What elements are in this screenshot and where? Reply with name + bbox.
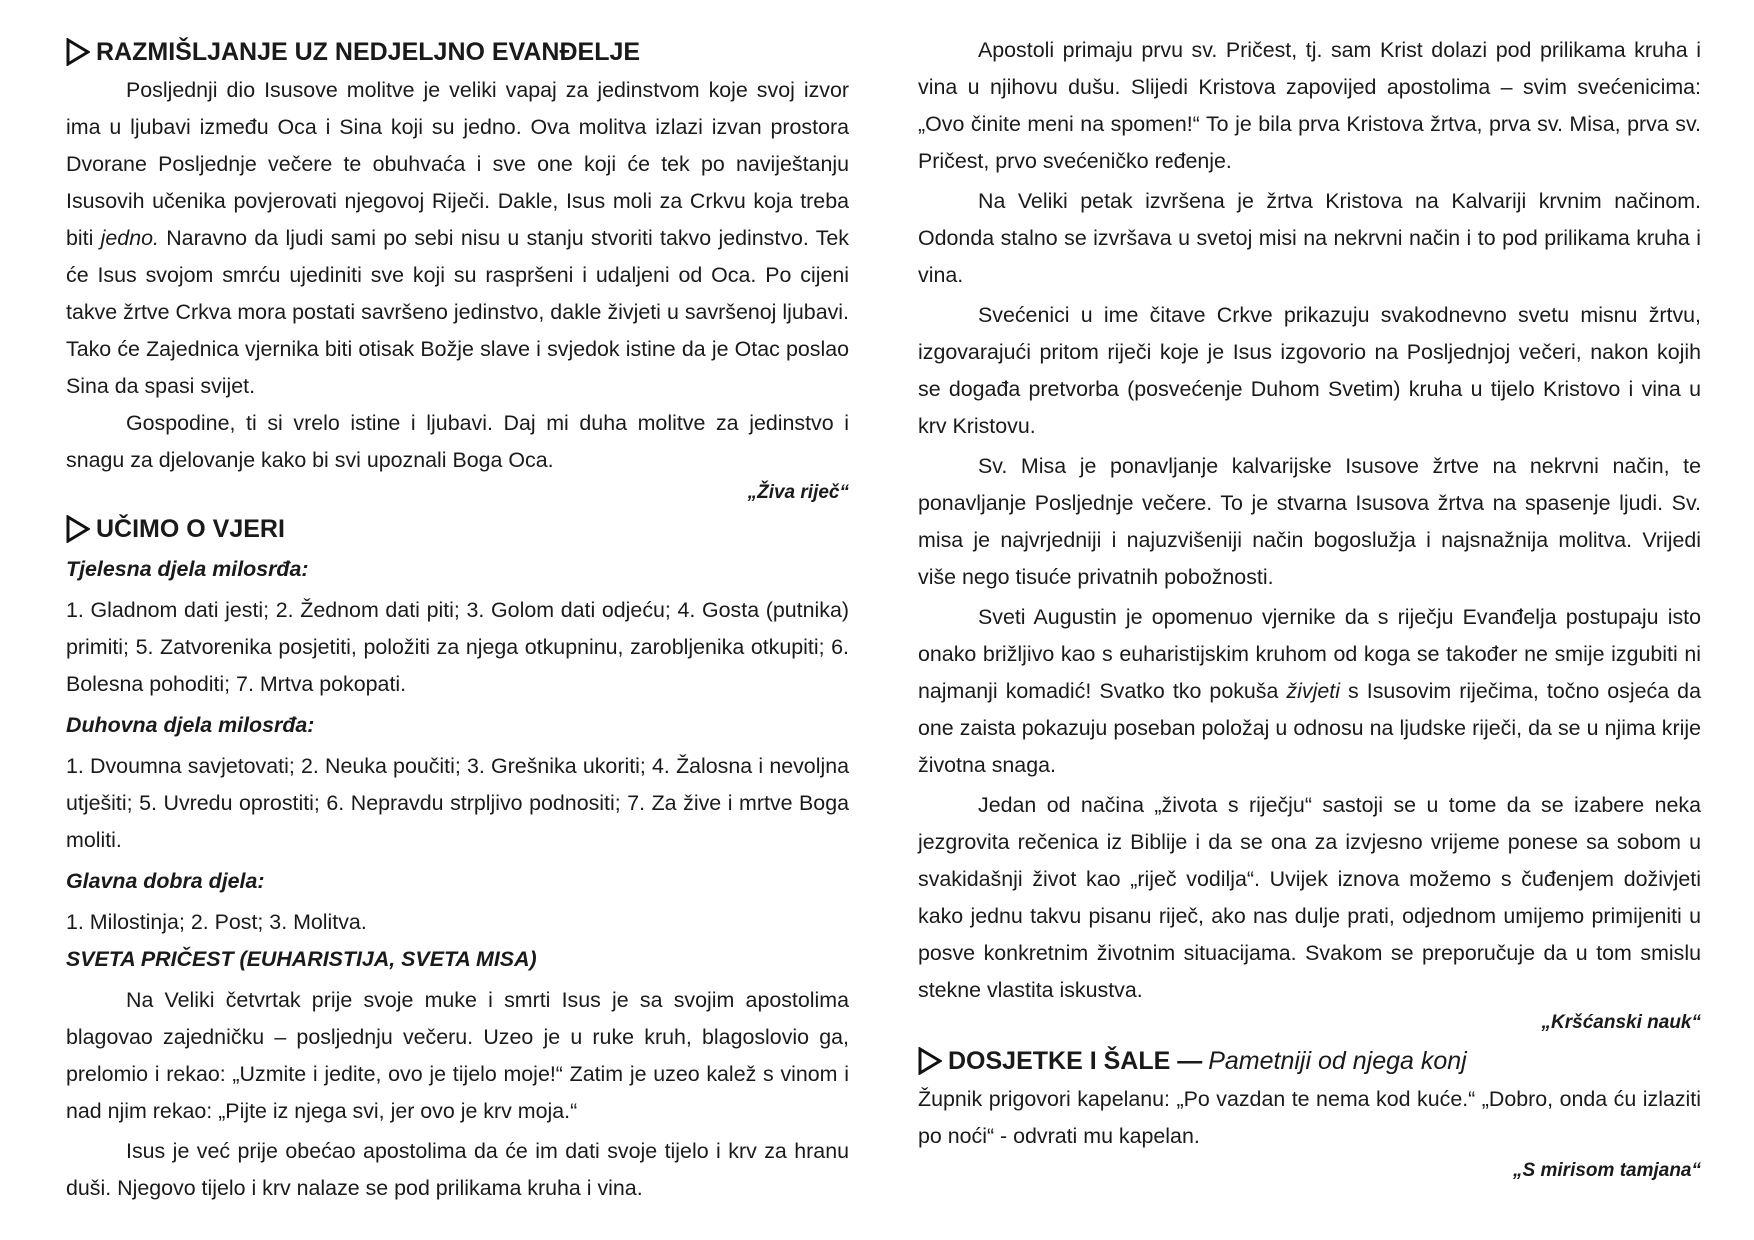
right-column [918,32,1701,1185]
section-title: UČIMO O VJERI [96,515,285,543]
text-run: s Isusovim riječima, točno osjeća da one zaista pokazuju poseban položaj u odnosu na ljudske riječi, da se u njima krije životna snaga. [918,679,1701,777]
section-title: DOSJETKE I ŠALE — [948,1047,1203,1075]
subheading-good-works: Glavna dobra djela: [66,869,265,893]
subheading-eucharist: SVETA PRIČEST (EUHARISTIJA, SVETA MISA) [66,947,537,971]
play-triangle-icon [66,515,90,543]
emphasis: živjeti [1286,679,1340,703]
reflection-paragraph-1 [66,72,849,405]
source-citation: „Živa riječ“ [747,482,849,503]
play-triangle-icon [918,1047,942,1075]
text-run: Naravno da ljudi sami po sebi nisu u stanju stvoriti takvo jedinstvo. Tek će Isus svojom smrću ujediniti sve koji su raspršeni i udaljeni od Oca. Po cijeni takve žrtve Crkva mora postati savršeno jedinstvo, dakle živjeti u savršenoj ljubavi. Tako će Zajednica vjernika biti otisak Božje slave i svjedok istine da je Otac poslao Sina da spasi svijet. [66,226,849,398]
list-good-works: 1. Milostinja; 2. Post; 3. Molitva. [66,910,367,934]
section-heading-jokes [918,1041,1701,1081]
eucharist-paragraph-8: Jedan od načina „života s riječju“ sastoji se u tome da se izabere neka jezgrovita rečenica iz Biblije i da se ona za izvjesno vrijeme ponese sa sobom u svakidašnji život kao „riječ vodilja“. Uvijek iznova možemo s čuđenjem doživjeti kako jednu takvu pisanu riječ, ako nas dulje prati, odjednom umijemo primijeniti u posve konkretnim životnim situacijama. Svakom se preporučuje da u tom smislu stekne vlastita iskustva. [918,793,1701,1002]
section-heading-faith [66,509,849,549]
play-triangle-icon [66,38,90,66]
section-heading-reflection [66,32,849,72]
text-run: Posljednji dio Isusove molitve je veliki vapaj za jedinstvom koje svoj izvor ima u ljubavi između Oca i Sina koji su jedno. Ova molitva izlazi izvan prostora Dvorane Posljednje večere te obuhvaća i sve one koji će tek po naviještanju Isusovih učenika povjerovati njegovoj Riječi. Dakle, Isus moli za Crkvu koja treba biti [66,78,849,250]
eucharist-paragraph-3: Apostoli primaju prvu sv. Pričest, tj. sam Krist dolazi pod prilikama kruha i vina u njihovu dušu. Slijedi Kristova zapovijed apostolima – svim svećenicima: „Ovo činite meni na spomen!“ To je bila prva Kristova žrtva, prva sv. Misa, prva sv. Pričest, prvo svećeničko ređenje. [918,38,1701,173]
list-spiritual-works: 1. Dvoumna savjetovati; 2. Neuka poučiti; 3. Grešnika ukoriti; 4. Žalosna i nevoljna utješiti; 5. Uvredu oprostiti; 6. Nepravdu strpljivo podnositi; 7. Za žive i mrtve Boga moliti. [66,754,849,852]
reflection-paragraph-2: Gospodine, ti si vrelo istine i ljubavi. Daj mi duha molitve za jedinstvo i snagu za djelovanje kako bi svi upoznali Boga Oca. [66,411,849,472]
subheading-spiritual-works: Duhovna djela milosrđa: [66,713,315,737]
eucharist-paragraph-2: Isus je već prije obećao apostolima da će im dati svoje tijelo i krv za hranu duši. Njegovo tijelo i krv nalaze se pod prilikama kruha i vina. [66,1139,849,1200]
eucharist-paragraph-1: Na Veliki četvrtak prije svoje muke i smrti Isus je sa svojim apostolima blagovao zajedničku – posljednju večeru. Uzeo je u ruke kruh, blagoslovio ga, prelomio i rekao: „Uzmite i jedite, ovo je tijelo moje!“ Zatim je uzeo kalež s vinom i nad njim rekao: „Pijte iz njega svi, jer ovo je krv moja.“ [66,988,849,1123]
list-corporal-works: 1. Gladnom dati jesti; 2. Žednom dati piti; 3. Golom dati odjeću; 4. Gosta (putnika) primiti; 5. Zatvorenika posjetiti, položiti za njega otkupninu, zarobljenika otkupiti; 6. Bolesna pohoditi; 7. Mrtva pokopati. [66,598,849,696]
text-run: Sveti Augustin je opomenuo vjernike da s riječju Evanđelja postupaju isto onako brižljivo kao s euharistijskim kruhom od koga se također ne smije izgubiti ni najmanji komadić! Svatko tko pokuša [918,605,1701,703]
section-title: RAZMIŠLJANJE UZ NEDJELJNO EVANĐELJE [96,38,641,66]
left-column [66,32,849,1207]
section-subtitle: Pametniji od njega konj [1208,1047,1467,1075]
emphasis: jedno. [100,226,159,250]
eucharist-paragraph-4: Na Veliki petak izvršena je žrtva Kristova na Kalvariji krvnim načinom. Odonda stalno se izvršava u svetoj misi na nekrvni način i to pod prilikama kruha i vina. [918,189,1701,287]
eucharist-paragraph-7 [918,599,1701,784]
eucharist-paragraph-6: Sv. Misa je ponavljanje kalvarijske Isusove žrtve na nekrvni način, te ponavljanje Posljednje večere. To je stvarna Isusova žrtva na spasenje ljudi. Sv. misa je najvrjedniji i najuzvišeniji način bogoslužja i najsnažnija molitva. Vrijedi više nego tisuće privatnih pobožnosti. [918,454,1701,589]
source-citation: „Kršćanski nauk“ [1541,1012,1701,1033]
source-citation: „S mirisom tamjana“ [1513,1160,1701,1181]
eucharist-paragraph-5: Svećenici u ime čitave Crkve prikazuju svakodnevno svetu misnu žrtvu, izgovarajući pritom riječi koje je Isus izgovorio na Posljednjoj večeri, nakon kojih se događa pretvorba (posvećenje Duhom Svetim) kruha u tijelo Kristovo i vina u krv Kristovu. [918,303,1701,438]
subheading-corporal-works: Tjelesna djela milosrđa: [66,557,309,581]
joke-text: Župnik prigovori kapelanu: „Po vazdan te nema kod kuće.“ „Dobro, onda ću izlaziti po noći“ - odvrati mu kapelan. [918,1087,1701,1148]
